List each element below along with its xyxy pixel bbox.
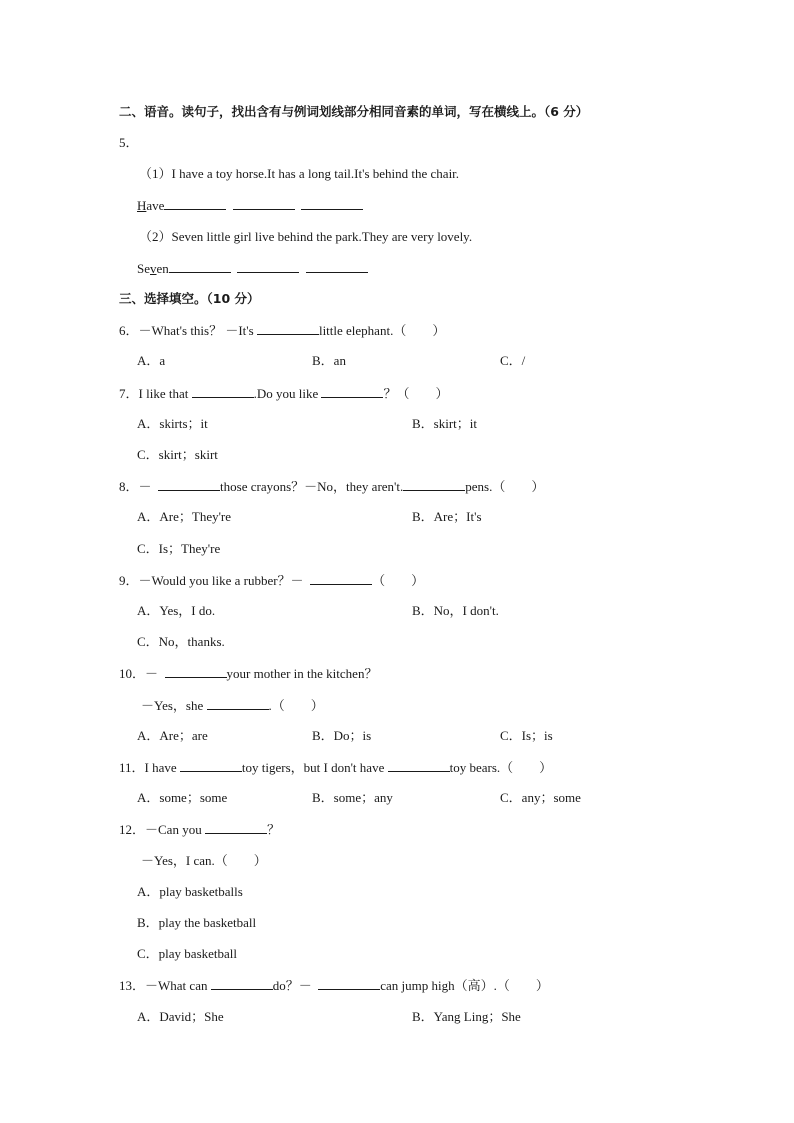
answer-blank[interactable]: [192, 385, 254, 398]
example-word-2-rest: en: [156, 261, 169, 276]
question-text: .Do you like: [253, 386, 319, 401]
question-text: －Yes，she: [141, 698, 204, 713]
question-text: －Would you like a rubber？－: [138, 573, 304, 588]
question-text: can jump high（高）.（ ）: [380, 978, 549, 993]
answer-blank[interactable]: [165, 665, 227, 678]
example-word-2-row: [137, 260, 368, 277]
question-text: I have: [144, 760, 177, 775]
question-13: [119, 977, 549, 994]
option-b[interactable]: B．play the basketball: [137, 915, 257, 930]
option-c[interactable]: C．Is；They're: [137, 541, 221, 556]
option-b[interactable]: B．Yang Ling；She: [412, 1009, 521, 1024]
answer-blank[interactable]: [169, 260, 231, 273]
option-b[interactable]: B．Do；is: [312, 728, 372, 743]
question-number: 13．: [119, 978, 146, 993]
question-11: [119, 759, 552, 776]
question-5-number: 5．: [119, 135, 139, 150]
option-b[interactable]: B．some；any: [312, 790, 393, 805]
question-text: pens.（ ）: [465, 479, 545, 494]
question-text: .（ ）: [268, 698, 324, 713]
question-text: －Can you: [145, 822, 202, 837]
answer-blank[interactable]: [306, 260, 368, 273]
question-text: －: [145, 666, 159, 681]
example-word-1-underlined: H: [137, 198, 147, 213]
answer-blank[interactable]: [257, 322, 319, 335]
question-text: I like that: [138, 386, 189, 401]
answer-blank[interactable]: [403, 478, 465, 491]
answer-blank[interactable]: [207, 697, 269, 710]
question-text: －What's this？ －It's: [138, 323, 254, 338]
option-a[interactable]: A．David；She: [137, 1009, 224, 1024]
question-7: [119, 385, 449, 402]
answer-blank[interactable]: [237, 260, 299, 273]
question-6: [119, 322, 445, 339]
answer-blank[interactable]: [321, 385, 383, 398]
answer-blank[interactable]: [233, 197, 295, 210]
sentence-2: （2）Seven little girl live behind the park.They are very lovely.: [139, 229, 473, 244]
question-text: your mother in the kitchen？: [226, 666, 378, 681]
option-b[interactable]: B．No，I don't.: [412, 603, 499, 618]
option-b[interactable]: B．Are；It's: [412, 509, 482, 524]
answer-blank[interactable]: [164, 197, 226, 210]
section-2-heading: 二、语音。读句子，找出含有与例词划线部分相同音素的单词，写在横线上。（6 分）: [119, 104, 589, 119]
question-text: ？: [266, 822, 280, 837]
question-text: （ ）: [372, 573, 425, 588]
option-a[interactable]: A．Yes，I do.: [137, 603, 216, 618]
question-number: 8．: [119, 479, 139, 494]
answer-blank[interactable]: [158, 478, 220, 491]
answer-blank[interactable]: [180, 759, 242, 772]
question-number: 7．: [119, 386, 139, 401]
question-text: －What can: [145, 978, 208, 993]
question-text: do？－: [272, 978, 312, 993]
question-number: 9．: [119, 573, 139, 588]
option-a[interactable]: A．play basketballs: [137, 884, 243, 899]
question-10-answer-line: [141, 697, 324, 714]
question-text: ？（ ）: [383, 386, 449, 401]
answer-blank[interactable]: [318, 977, 380, 990]
question-number: 12．: [119, 822, 146, 837]
question-8: [119, 478, 544, 495]
example-word-1-rest: ave: [146, 198, 165, 213]
option-c[interactable]: C．skirt；skirt: [137, 447, 218, 462]
option-a[interactable]: A．Are；are: [137, 728, 208, 743]
answer-blank[interactable]: [205, 821, 267, 834]
option-c[interactable]: C．/: [500, 353, 526, 368]
answer-blank[interactable]: [211, 977, 273, 990]
option-a[interactable]: A．some；some: [137, 790, 228, 805]
question-12: [119, 821, 280, 838]
option-b[interactable]: B．an: [312, 353, 346, 368]
question-text: －: [138, 479, 152, 494]
question-text: toy bears.（ ）: [449, 760, 553, 775]
question-text: those crayons？－No，they aren't.: [220, 479, 404, 494]
option-a[interactable]: A．a: [137, 353, 166, 368]
sentence-1: （1）I have a toy horse.It has a long tail.It's behind the chair.: [139, 166, 460, 181]
question-10: [119, 665, 377, 682]
option-b[interactable]: B．skirt；it: [412, 416, 478, 431]
option-c[interactable]: C．any；some: [500, 790, 581, 805]
question-number: 6．: [119, 323, 139, 338]
option-c[interactable]: C．No，thanks.: [137, 634, 225, 649]
question-number: 10．: [119, 666, 146, 681]
option-a[interactable]: A．skirts；it: [137, 416, 208, 431]
section-3-heading: 三、选择填空。（10 分）: [119, 291, 260, 306]
option-c[interactable]: C．play basketball: [137, 946, 238, 961]
answer-blank[interactable]: [301, 197, 363, 210]
answer-blank[interactable]: [310, 572, 372, 585]
question-text: toy tigers，but I don't have: [241, 760, 385, 775]
example-word-1-row: [137, 197, 363, 214]
question-9: [119, 572, 424, 589]
question-12-answer-line: －Yes，I can.（ ）: [141, 853, 267, 868]
answer-blank[interactable]: [388, 759, 450, 772]
question-text: little elephant.（ ）: [318, 323, 446, 338]
example-word-2-underlined: v: [150, 261, 157, 276]
option-a[interactable]: A．Are；They're: [137, 509, 232, 524]
question-number: 11．: [119, 760, 145, 775]
example-word-2-pre: Se: [137, 261, 150, 276]
option-c[interactable]: C．Is；is: [500, 728, 553, 743]
